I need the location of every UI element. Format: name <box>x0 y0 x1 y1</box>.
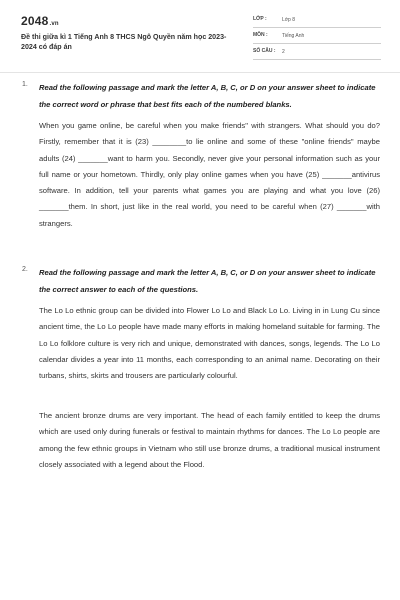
logo-text: 2048 <box>21 14 49 28</box>
meta-value: Tiếng Anh <box>282 33 305 39</box>
question-instruction: Read the following passage and mark the letter A, B, C, or D on your answer sheet to indicate the correct word or phrase that best fits each of the numbered blanks. <box>39 83 376 109</box>
question-passage: The ancient bronze drums are very important. The head of each family entitled to keep the drums which are used only during funerals or festival to maintain rhythms for dances. The Lo Lo people are among the few ethnic groups in Vietnam who still use bronze drums, a traditional musical instrument closely associated with a legend about the Flood. <box>39 411 380 469</box>
meta-row-question-count <box>253 46 381 60</box>
question-number: 1. <box>22 81 28 88</box>
meta-key: SỐ CÂU : <box>253 48 276 54</box>
question-instruction: Read the following passage and mark the letter A, B, C, or D on your answer sheet to indicate the correct answer to each of the questions. <box>39 268 376 294</box>
question-number: 2. <box>22 266 28 273</box>
meta-row-class <box>253 14 381 28</box>
meta-key: MÔN : <box>253 32 268 38</box>
site-logo[interactable] <box>21 14 59 28</box>
page-header <box>0 0 400 72</box>
logo-suffix: .vn <box>49 21 59 27</box>
meta-value: 2 <box>282 49 285 55</box>
meta-value: Lớp 8 <box>282 17 296 23</box>
header-divider <box>0 72 400 73</box>
meta-row-subject <box>253 30 381 44</box>
meta-key: LỚP : <box>253 16 267 22</box>
question-passage: The Lo Lo ethnic group can be divided into Flower Lo Lo and Black Lo Lo. Living in in Lung Cu since ancient time, the Lo Lo people have made many efforts in making homeland suitable for farming. The Lo Lo folklore culture is very rich and unique, demonstrated with dances, songs, legends. The Lo Lo calendar divides a year into 11 months, each corresponding to an animal name. Decorating on their turbans, shirts, skirts and trousers are particularly colourful. <box>39 306 380 381</box>
exam-meta-table <box>253 14 381 62</box>
question-passage: When you game online, be careful when you make friends" with strangers. What should you do? Firstly, remember that it is (23) ________to lie online and some of these "online friends" maybe adults (24) _______want to harm you. Secondly, never give your personal information such as your full name or your hometown. Thirdly, only play online games when you have (25) _______antivirus software. In addition, tell your parents what games you are playing and what you love (26) _______them. In short, just like in the real world, you need to be careful when (27) _______with strangers. <box>39 121 380 228</box>
document-title: Đề thi giữa kì 1 Tiếng Anh 8 THCS Ngô Quyền năm học 2023-2024 có đáp án <box>21 33 227 51</box>
